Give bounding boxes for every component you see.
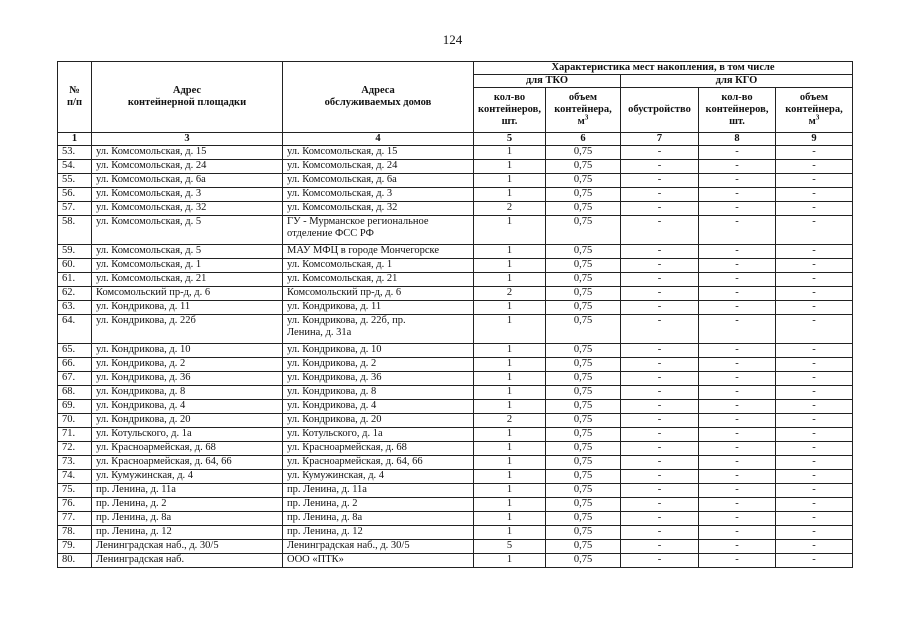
- row-number: 65.: [58, 344, 92, 358]
- table-row: [58, 386, 853, 400]
- served-houses: Ленинградская наб., д. 30/5: [283, 540, 474, 554]
- arrangement-value: -: [621, 259, 699, 273]
- container-volume: 0,75: [546, 146, 621, 160]
- row-number: 80.: [58, 554, 92, 568]
- table-row: [58, 174, 853, 188]
- site-address: ул. Комсомольская, д. 24: [92, 160, 283, 174]
- kgo-count-value: -: [699, 498, 776, 512]
- table-row: [58, 414, 853, 428]
- container-count: 5: [474, 540, 546, 554]
- container-volume: 0,75: [546, 245, 621, 259]
- site-address: пр. Ленина, д. 11а: [92, 484, 283, 498]
- kgo-volume-value: -: [776, 358, 853, 372]
- served-houses: ул. Комсомольская, д. 6а: [283, 174, 474, 188]
- arrangement-value: -: [621, 202, 699, 216]
- served-houses: ул. Кумужинская, д. 4: [283, 470, 474, 484]
- container-volume: 0,75: [546, 287, 621, 301]
- table-row: [58, 428, 853, 442]
- kgo-count-value: -: [699, 484, 776, 498]
- container-volume: 0,75: [546, 512, 621, 526]
- container-count: 1: [474, 174, 546, 188]
- table-row: [58, 259, 853, 273]
- served-houses: пр. Ленина, д. 2: [283, 498, 474, 512]
- container-volume: 0,75: [546, 188, 621, 202]
- served-houses: ул. Кондрикова, д. 10: [283, 344, 474, 358]
- table-row: [58, 540, 853, 554]
- row-number: 75.: [58, 484, 92, 498]
- container-count: 1: [474, 216, 546, 245]
- row-number: 68.: [58, 386, 92, 400]
- served-houses: ул. Кондрикова, д. 20: [283, 414, 474, 428]
- table-row: [58, 526, 853, 540]
- kgo-volume-value: -: [776, 174, 853, 188]
- served-houses: ул. Кондрикова, д. 4: [283, 400, 474, 414]
- arrangement-value: -: [621, 301, 699, 315]
- row-number: 58.: [58, 216, 92, 245]
- column-number: 1: [58, 133, 92, 146]
- container-count: 1: [474, 358, 546, 372]
- container-count: 1: [474, 428, 546, 442]
- container-count: 1: [474, 554, 546, 568]
- kgo-volume-value: -: [776, 386, 853, 400]
- kgo-count-value: -: [699, 442, 776, 456]
- container-count: 1: [474, 315, 546, 344]
- served-houses: пр. Ленина, д. 11а: [283, 484, 474, 498]
- kgo-volume-value: -: [776, 315, 853, 344]
- arrangement-value: -: [621, 160, 699, 174]
- table-row: [58, 498, 853, 512]
- site-address: ул. Кондрикова, д. 2: [92, 358, 283, 372]
- kgo-count-value: -: [699, 273, 776, 287]
- kgo-volume-value: -: [776, 428, 853, 442]
- row-number: 78.: [58, 526, 92, 540]
- served-houses: ГУ - Мурманское региональное отделение ФСС РФ: [283, 216, 474, 245]
- arrangement-value: -: [621, 174, 699, 188]
- row-number: 76.: [58, 498, 92, 512]
- page-number: 124: [442, 32, 463, 47]
- kgo-count-value: -: [699, 146, 776, 160]
- arrangement-value: -: [621, 554, 699, 568]
- kgo-volume-value: -: [776, 287, 853, 301]
- arrangement-value: -: [621, 428, 699, 442]
- table-body: [58, 146, 853, 568]
- row-number: 59.: [58, 245, 92, 259]
- site-address: пр. Ленина, д. 12: [92, 526, 283, 540]
- site-address: ул. Комсомольская, д. 15: [92, 146, 283, 160]
- table-row: [58, 554, 853, 568]
- arrangement-value: -: [621, 400, 699, 414]
- served-houses: ул. Кондрикова, д. 11: [283, 301, 474, 315]
- container-volume: 0,75: [546, 414, 621, 428]
- column-number: 4: [283, 133, 474, 146]
- site-address: ул. Кумужинская, д. 4: [92, 470, 283, 484]
- header-volume-tko: объем контейнера, $м^3$: [546, 88, 621, 133]
- served-houses: пр. Ленина, д. 12: [283, 526, 474, 540]
- container-count: 1: [474, 301, 546, 315]
- row-number: 61.: [58, 273, 92, 287]
- served-houses: Комсомольский пр-д, д. 6: [283, 287, 474, 301]
- served-houses: МАУ МФЦ в городе Мончегорске: [283, 245, 474, 259]
- container-volume: 0,75: [546, 216, 621, 245]
- arrangement-value: -: [621, 146, 699, 160]
- site-address: пр. Ленина, д. 8а: [92, 512, 283, 526]
- table-row: [58, 287, 853, 301]
- row-number: 71.: [58, 428, 92, 442]
- arrangement-value: -: [621, 344, 699, 358]
- kgo-count-value: -: [699, 259, 776, 273]
- container-volume: 0,75: [546, 372, 621, 386]
- site-address: ул. Комсомольская, д. 1: [92, 259, 283, 273]
- kgo-volume-value: -: [776, 540, 853, 554]
- site-address: ул. Котульского, д. 1а: [92, 428, 283, 442]
- kgo-volume-value: -: [776, 372, 853, 386]
- kgo-volume-value: -: [776, 512, 853, 526]
- container-count: 1: [474, 512, 546, 526]
- container-volume: 0,75: [546, 259, 621, 273]
- kgo-count-value: -: [699, 202, 776, 216]
- container-count: 2: [474, 287, 546, 301]
- site-address: ул. Кондрикова, д. 10: [92, 344, 283, 358]
- arrangement-value: -: [621, 540, 699, 554]
- row-number: 63.: [58, 301, 92, 315]
- column-number: 6: [546, 133, 621, 146]
- kgo-count-value: -: [699, 344, 776, 358]
- kgo-volume-value: -: [776, 245, 853, 259]
- arrangement-value: -: [621, 470, 699, 484]
- container-count: 1: [474, 456, 546, 470]
- row-number: 64.: [58, 315, 92, 344]
- kgo-count-value: -: [699, 245, 776, 259]
- site-address: Ленинградская наб.: [92, 554, 283, 568]
- kgo-volume-value: -: [776, 273, 853, 287]
- row-number: 73.: [58, 456, 92, 470]
- column-number: 7: [621, 133, 699, 146]
- row-number: 53.: [58, 146, 92, 160]
- header-group-tko: для ТКО: [474, 75, 621, 88]
- kgo-volume-value: -: [776, 188, 853, 202]
- container-volume: 0,75: [546, 160, 621, 174]
- arrangement-value: -: [621, 414, 699, 428]
- container-count: 1: [474, 245, 546, 259]
- row-number: 70.: [58, 414, 92, 428]
- column-numbers-row: [58, 133, 853, 146]
- arrangement-value: -: [621, 372, 699, 386]
- kgo-count-value: -: [699, 554, 776, 568]
- column-number: 5: [474, 133, 546, 146]
- table-row: [58, 301, 853, 315]
- row-number: 67.: [58, 372, 92, 386]
- arrangement-value: -: [621, 484, 699, 498]
- container-count: 1: [474, 470, 546, 484]
- kgo-volume-value: -: [776, 456, 853, 470]
- table-row: [58, 245, 853, 259]
- site-address: ул. Комсомольская, д. 3: [92, 188, 283, 202]
- kgo-count-value: -: [699, 287, 776, 301]
- kgo-volume-value: -: [776, 400, 853, 414]
- row-number: 60.: [58, 259, 92, 273]
- row-number: 79.: [58, 540, 92, 554]
- kgo-count-value: -: [699, 526, 776, 540]
- table-row: [58, 273, 853, 287]
- container-count: 2: [474, 414, 546, 428]
- site-address: пр. Ленина, д. 2: [92, 498, 283, 512]
- container-volume: 0,75: [546, 456, 621, 470]
- arrangement-value: -: [621, 498, 699, 512]
- served-houses: ул. Комсомольская, д. 32: [283, 202, 474, 216]
- kgo-volume-value: -: [776, 484, 853, 498]
- container-count: 1: [474, 526, 546, 540]
- row-number: 56.: [58, 188, 92, 202]
- kgo-volume-value: -: [776, 344, 853, 358]
- served-houses: ул. Комсомольская, д. 3: [283, 188, 474, 202]
- table-row: [58, 315, 853, 344]
- served-houses: ул. Комсомольская, д. 1: [283, 259, 474, 273]
- kgo-volume-value: -: [776, 202, 853, 216]
- kgo-count-value: -: [699, 358, 776, 372]
- container-volume: 0,75: [546, 301, 621, 315]
- table-row: [58, 400, 853, 414]
- container-volume: 0,75: [546, 484, 621, 498]
- container-count: 1: [474, 442, 546, 456]
- container-count: 1: [474, 386, 546, 400]
- table-row: [58, 344, 853, 358]
- table-row: [58, 216, 853, 245]
- table-row: [58, 160, 853, 174]
- header-volume-kgo: объем контейнера, $м^3$: [776, 88, 853, 133]
- table-row: [58, 202, 853, 216]
- served-houses: ул. Кондрикова, д. 2: [283, 358, 474, 372]
- kgo-count-value: -: [699, 386, 776, 400]
- column-number: 8: [699, 133, 776, 146]
- table-row: [58, 442, 853, 456]
- header-site-address: Адрес контейнерной площадки: [92, 62, 283, 133]
- container-volume: 0,75: [546, 400, 621, 414]
- kgo-volume-value: -: [776, 259, 853, 273]
- served-houses: ул. Кондрикова, д. 22б, пр. Ленина, д. 31а: [283, 315, 474, 344]
- kgo-count-value: -: [699, 512, 776, 526]
- container-volume: 0,75: [546, 470, 621, 484]
- kgo-volume-value: -: [776, 442, 853, 456]
- arrangement-value: -: [621, 315, 699, 344]
- arrangement-value: -: [621, 386, 699, 400]
- row-number: 74.: [58, 470, 92, 484]
- table-header: [58, 62, 853, 146]
- row-number: 55.: [58, 174, 92, 188]
- table-row: [58, 188, 853, 202]
- row-number: 69.: [58, 400, 92, 414]
- table-row: [58, 456, 853, 470]
- site-address: ул. Комсомольская, д. 5: [92, 245, 283, 259]
- arrangement-value: -: [621, 456, 699, 470]
- container-volume: 0,75: [546, 554, 621, 568]
- kgo-count-value: -: [699, 400, 776, 414]
- site-address: ул. Красноармейская, д. 68: [92, 442, 283, 456]
- container-volume: 0,75: [546, 386, 621, 400]
- table-row: [58, 372, 853, 386]
- arrangement-value: -: [621, 273, 699, 287]
- site-address: ул. Кондрикова, д. 8: [92, 386, 283, 400]
- site-address: ул. Кондрикова, д. 11: [92, 301, 283, 315]
- kgo-volume-value: -: [776, 146, 853, 160]
- container-volume: 0,75: [546, 540, 621, 554]
- row-number: 54.: [58, 160, 92, 174]
- site-address: ул. Комсомольская, д. 6а: [92, 174, 283, 188]
- header-number: № п/п: [58, 62, 92, 133]
- kgo-count-value: -: [699, 456, 776, 470]
- table-row: [58, 512, 853, 526]
- kgo-volume-value: -: [776, 216, 853, 245]
- site-address: ул. Кондрикова, д. 20: [92, 414, 283, 428]
- site-address: Комсомольский пр-д, д. 6: [92, 287, 283, 301]
- row-number: 57.: [58, 202, 92, 216]
- arrangement-value: -: [621, 358, 699, 372]
- site-address: ул. Кондрикова, д. 22б: [92, 315, 283, 344]
- kgo-volume-value: -: [776, 526, 853, 540]
- column-number: 3: [92, 133, 283, 146]
- kgo-count-value: -: [699, 540, 776, 554]
- row-number: 66.: [58, 358, 92, 372]
- header-arrangement: обустройство: [621, 88, 699, 133]
- site-address: Ленинградская наб., д. 30/5: [92, 540, 283, 554]
- table-row: [58, 358, 853, 372]
- header-count-kgo: кол-во контейнеров, шт.: [699, 88, 776, 133]
- kgo-count-value: -: [699, 372, 776, 386]
- kgo-count-value: -: [699, 188, 776, 202]
- table-row: [58, 470, 853, 484]
- site-address: ул. Комсомольская, д. 32: [92, 202, 283, 216]
- arrangement-value: -: [621, 216, 699, 245]
- container-volume: 0,75: [546, 273, 621, 287]
- header-group-kgo: для КГО: [621, 75, 853, 88]
- row-number: 62.: [58, 287, 92, 301]
- kgo-count-value: -: [699, 414, 776, 428]
- served-houses: ул. Комсомольская, д. 24: [283, 160, 474, 174]
- container-count: 1: [474, 400, 546, 414]
- container-volume: 0,75: [546, 526, 621, 540]
- header-count-tko: кол-во контейнеров, шт.: [474, 88, 546, 133]
- container-volume: 0,75: [546, 202, 621, 216]
- container-count: 1: [474, 188, 546, 202]
- container-count: 1: [474, 344, 546, 358]
- served-houses: ул. Котульского, д. 1а: [283, 428, 474, 442]
- served-houses: ул. Кондрикова, д. 8: [283, 386, 474, 400]
- container-volume: 0,75: [546, 358, 621, 372]
- container-volume: 0,75: [546, 174, 621, 188]
- kgo-count-value: -: [699, 315, 776, 344]
- arrangement-value: -: [621, 245, 699, 259]
- row-number: 77.: [58, 512, 92, 526]
- served-houses: пр. Ленина, д. 8а: [283, 512, 474, 526]
- served-houses: ул. Кондрикова, д. 36: [283, 372, 474, 386]
- kgo-count-value: -: [699, 174, 776, 188]
- container-count: 1: [474, 259, 546, 273]
- table-row: [58, 484, 853, 498]
- container-count: 1: [474, 160, 546, 174]
- container-sites-table: [57, 61, 853, 568]
- container-volume: 0,75: [546, 315, 621, 344]
- column-number: 9: [776, 133, 853, 146]
- row-number: 72.: [58, 442, 92, 456]
- table-row: [58, 146, 853, 160]
- served-houses: ул. Красноармейская, д. 64, 66: [283, 456, 474, 470]
- header-served-houses: Адреса обслуживаемых домов: [283, 62, 474, 133]
- served-houses: ул. Комсомольская, д. 21: [283, 273, 474, 287]
- kgo-count-value: -: [699, 160, 776, 174]
- arrangement-value: -: [621, 188, 699, 202]
- arrangement-value: -: [621, 287, 699, 301]
- container-volume: 0,75: [546, 428, 621, 442]
- arrangement-value: -: [621, 442, 699, 456]
- site-address: ул. Кондрикова, д. 4: [92, 400, 283, 414]
- kgo-volume-value: -: [776, 414, 853, 428]
- served-houses: ул. Комсомольская, д. 15: [283, 146, 474, 160]
- kgo-volume-value: -: [776, 160, 853, 174]
- arrangement-value: -: [621, 512, 699, 526]
- header-characteristic: Характеристика мест накопления, в том числе: [474, 62, 853, 75]
- served-houses: ООО «ПТК»: [283, 554, 474, 568]
- site-address: ул. Комсомольская, д. 21: [92, 273, 283, 287]
- container-count: 1: [474, 273, 546, 287]
- container-count: 1: [474, 372, 546, 386]
- container-volume: 0,75: [546, 344, 621, 358]
- kgo-volume-value: -: [776, 554, 853, 568]
- kgo-volume-value: -: [776, 498, 853, 512]
- container-count: 1: [474, 484, 546, 498]
- served-houses: ул. Красноармейская, д. 68: [283, 442, 474, 456]
- arrangement-value: -: [621, 526, 699, 540]
- kgo-volume-value: -: [776, 470, 853, 484]
- site-address: ул. Красноармейская, д. 64, 66: [92, 456, 283, 470]
- container-volume: 0,75: [546, 442, 621, 456]
- kgo-volume-value: -: [776, 301, 853, 315]
- site-address: ул. Кондрикова, д. 36: [92, 372, 283, 386]
- container-volume: 0,75: [546, 498, 621, 512]
- kgo-count-value: -: [699, 216, 776, 245]
- kgo-count-value: -: [699, 470, 776, 484]
- kgo-count-value: -: [699, 428, 776, 442]
- container-count: 2: [474, 202, 546, 216]
- kgo-count-value: -: [699, 301, 776, 315]
- container-count: 1: [474, 146, 546, 160]
- container-count: 1: [474, 498, 546, 512]
- site-address: ул. Комсомольская, д. 5: [92, 216, 283, 245]
